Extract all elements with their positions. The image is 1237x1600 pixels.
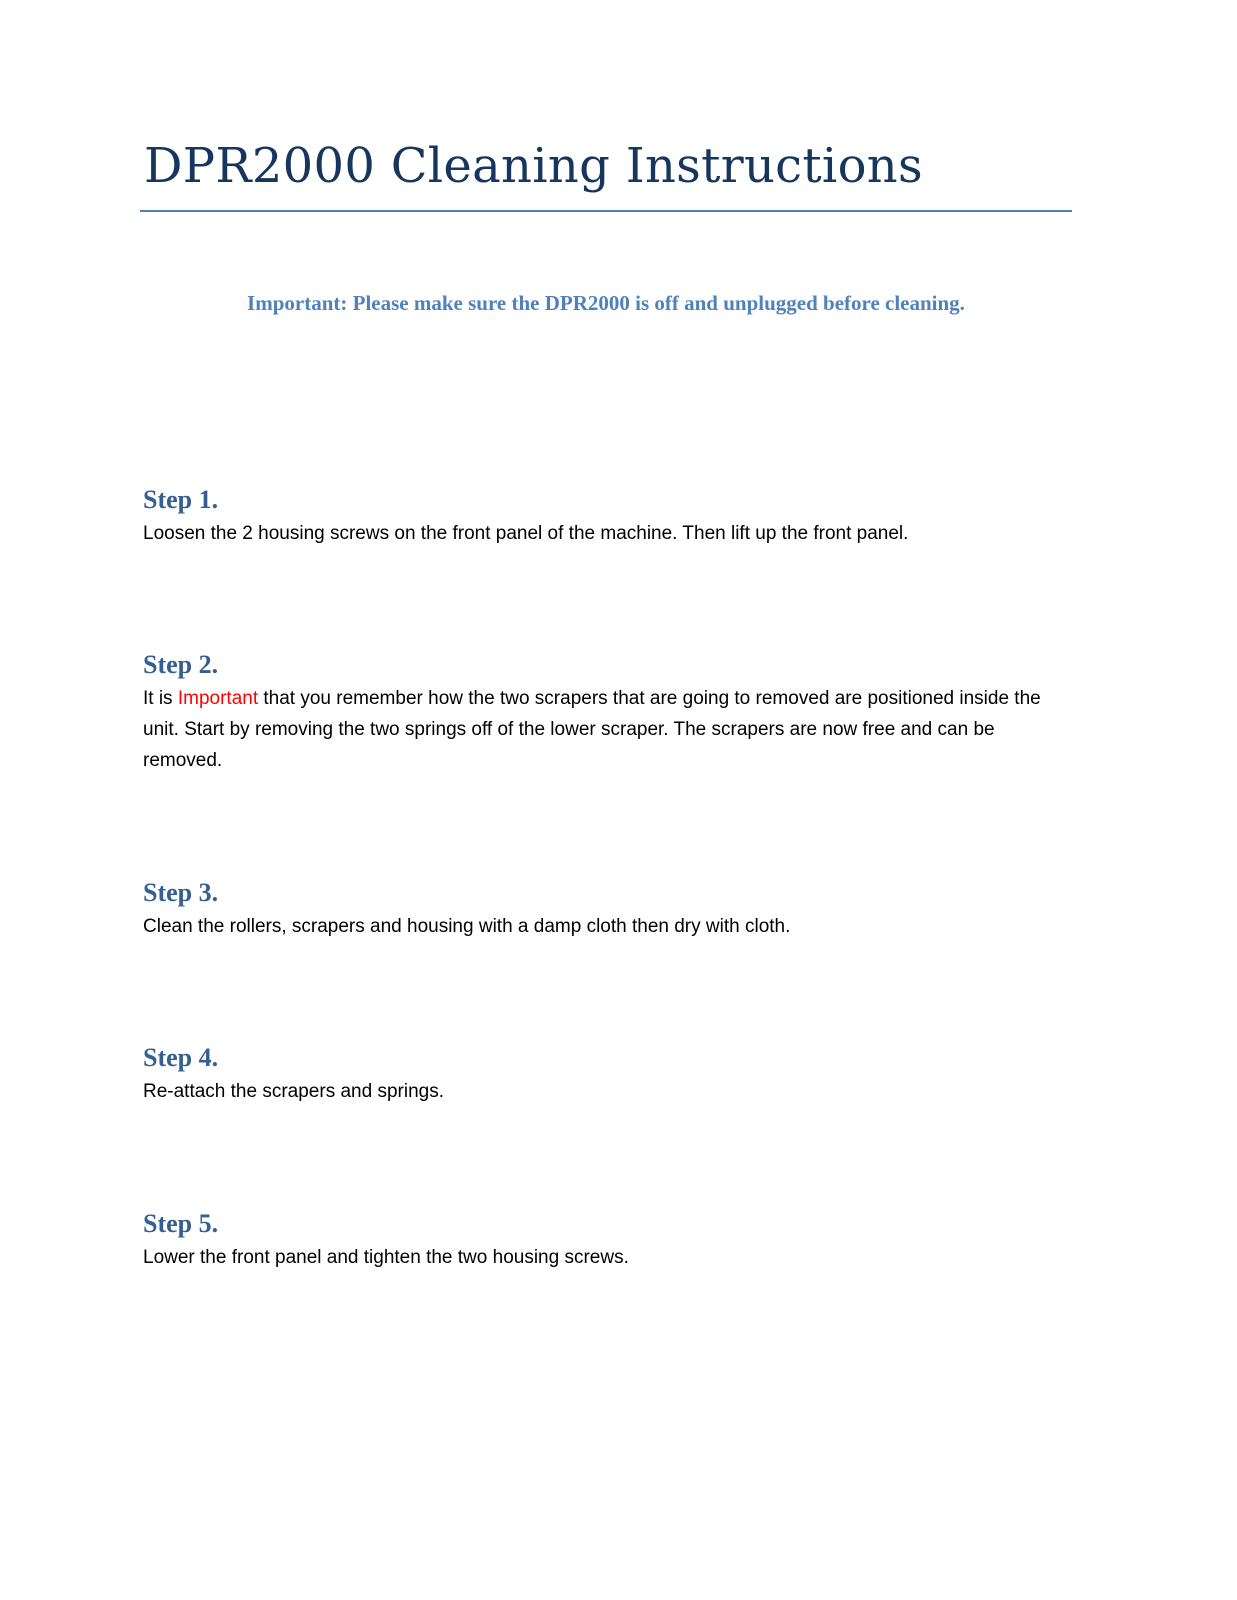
document-title: DPR2000 Cleaning Instructions [144,138,923,194]
important-notice: Important: Please make sure the DPR2000 is off and unplugged before cleaning. [247,291,965,315]
title-underline [140,210,1072,212]
step-3-section [143,877,1043,942]
step-4-text: Re-attach the scrapers and springs. [143,1081,444,1102]
step-2-text [143,683,1043,776]
step-2-important-highlight: Important [177,688,259,709]
step-5-heading: Step 5. [143,1209,219,1238]
step-2-text-prefix: It is [143,688,178,709]
step-2-heading: Step 2. [143,650,219,679]
step-4-heading: Step 4. [143,1043,219,1072]
step-5-section [143,1208,1043,1273]
step-1-section [143,484,1043,549]
step-1-text: Loosen the 2 housing screws on the front panel of the machine. Then lift up the front panel. [143,523,909,544]
step-3-heading: Step 3. [143,878,219,907]
step-2-section [143,649,1043,776]
step-2-text-suffix: that you remember how the two scrapers that are going to removed are positioned inside the unit. Start by removing the two springs off of the lower scraper. The scrapers are now free and can be removed. [143,688,1041,771]
step-1-heading: Step 1. [143,485,219,514]
step-5-text: Lower the front panel and tighten the two housing screws. [143,1247,629,1268]
step-4-section [143,1042,1043,1107]
step-3-text: Clean the rollers, scrapers and housing with a damp cloth then dry with cloth. [143,916,791,937]
